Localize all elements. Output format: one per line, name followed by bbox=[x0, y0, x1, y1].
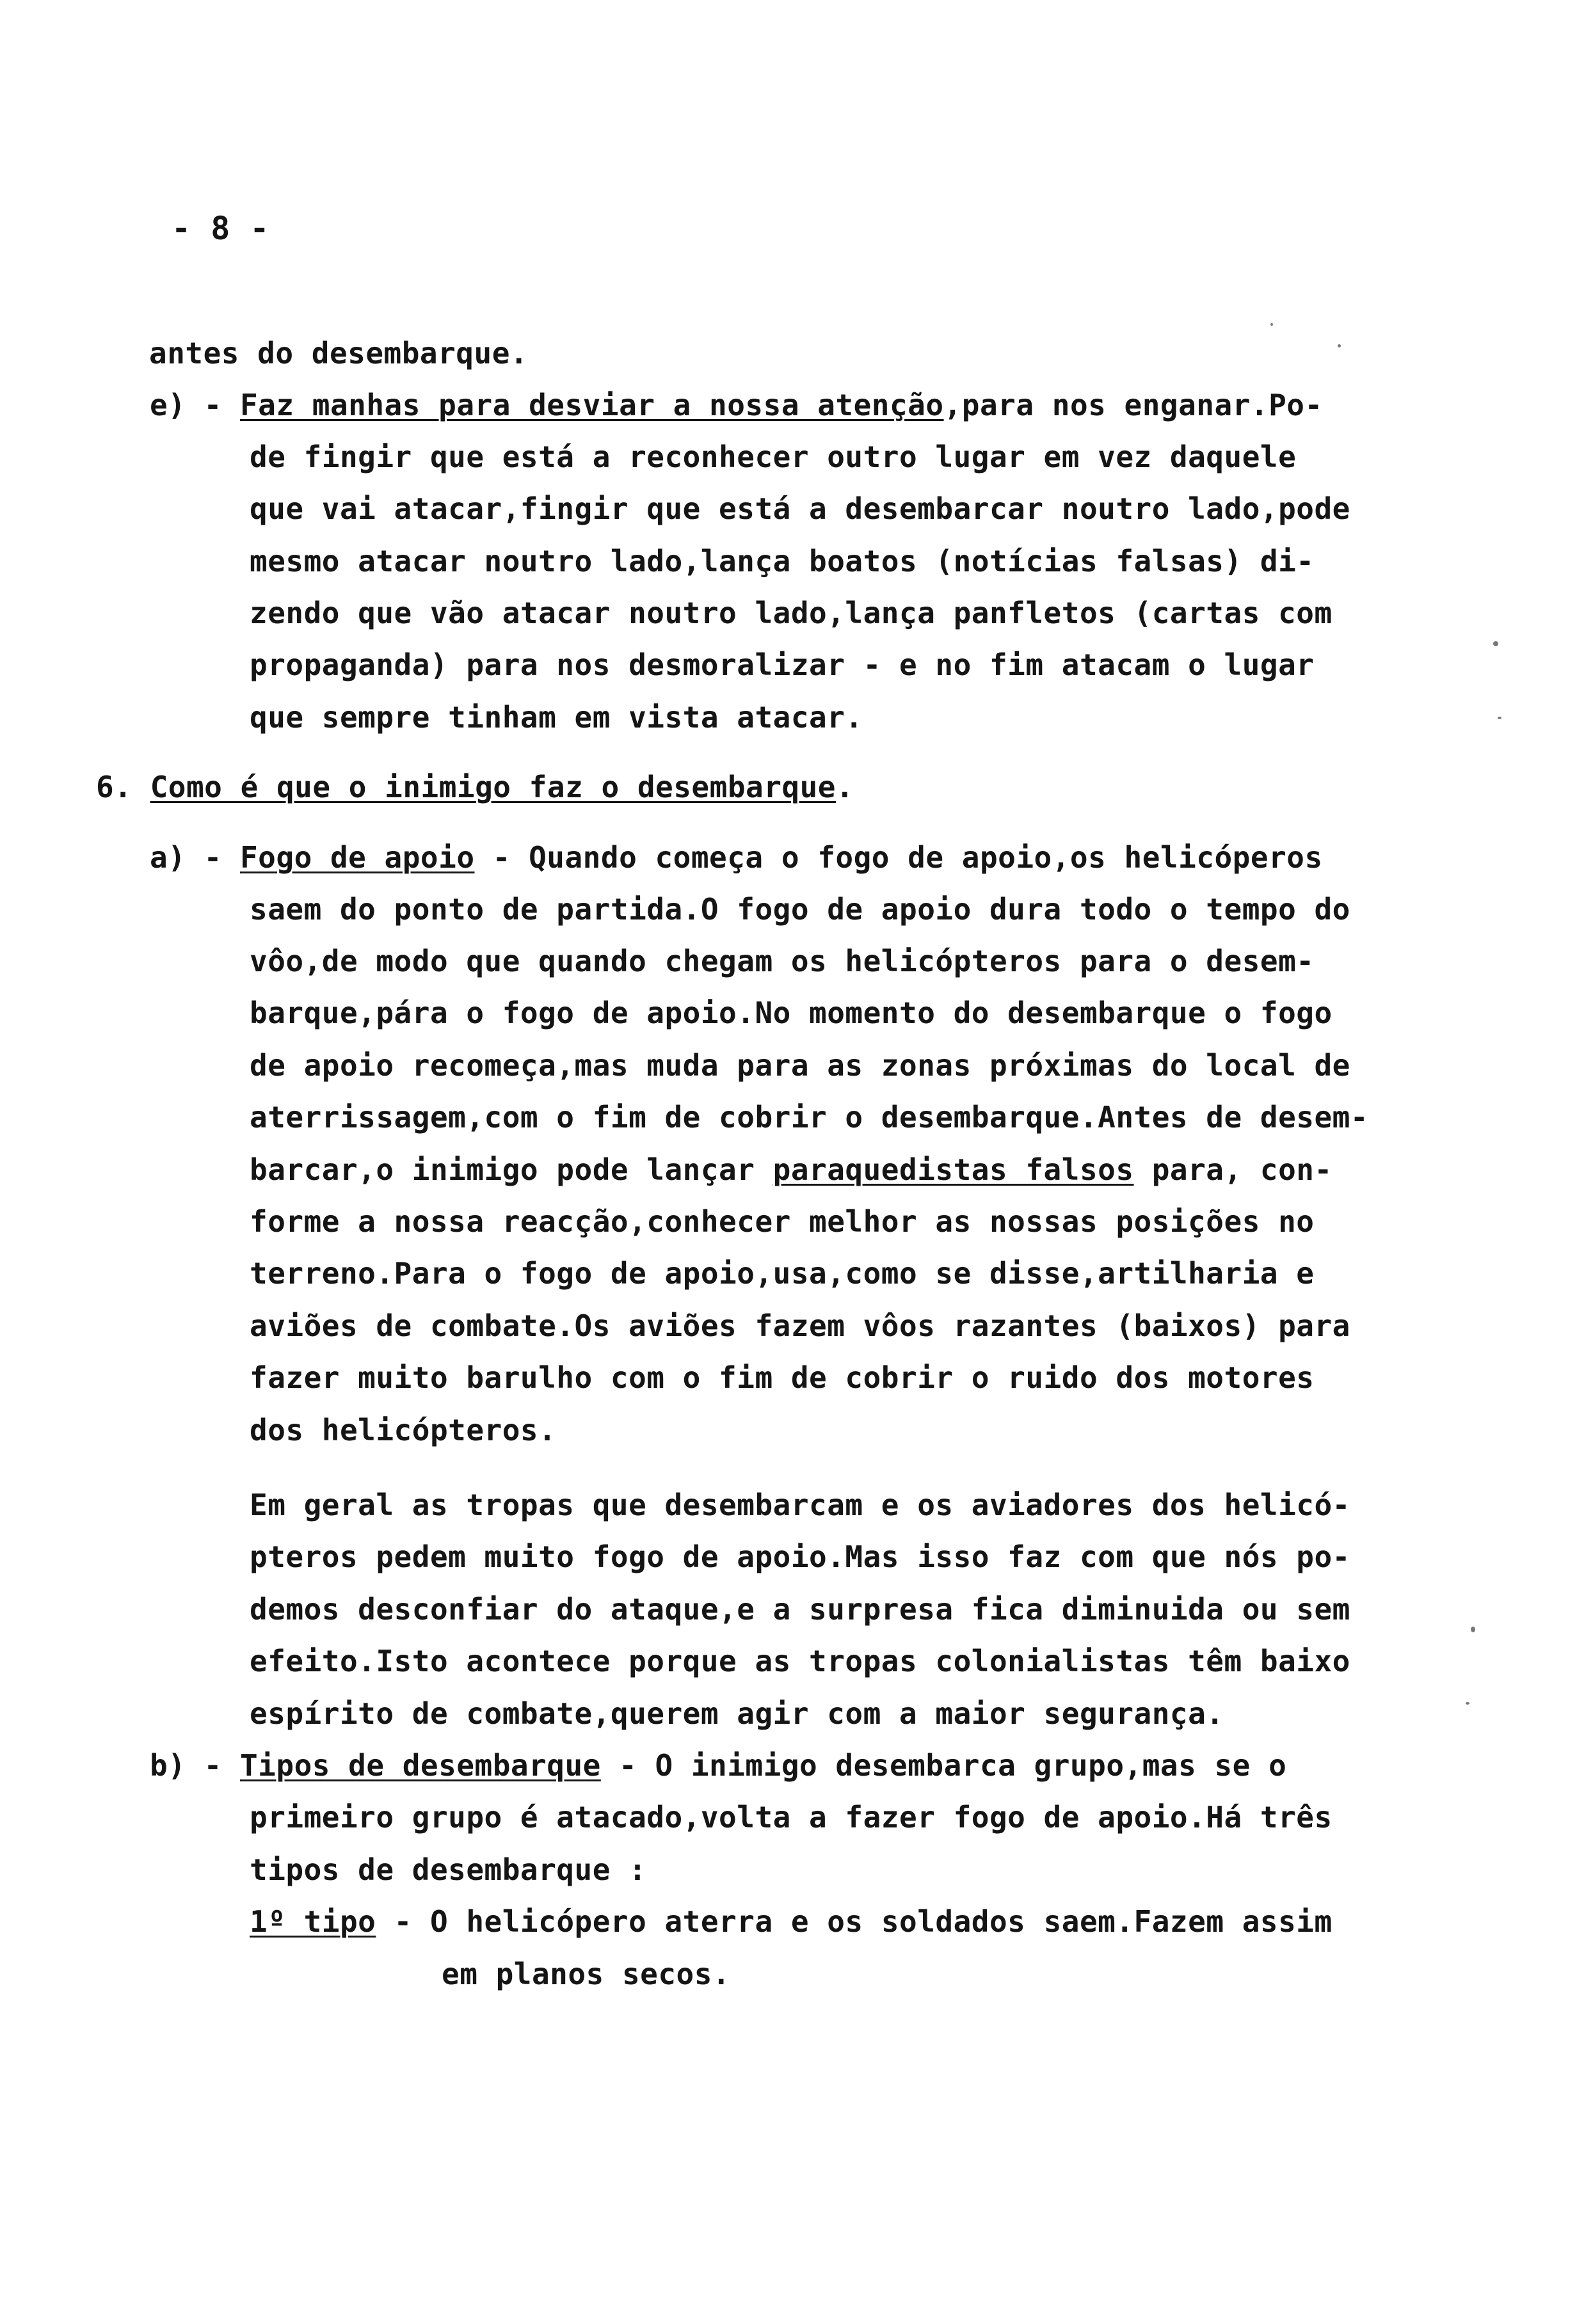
underlined-heading: Faz manhas para desviar a nossa atenção bbox=[239, 388, 944, 422]
text-line: vôo,de modo que quando chegam os helicópteros para o desem- bbox=[250, 944, 1315, 978]
type-1-line bbox=[250, 1904, 1333, 1939]
text-line: tipos de desembarque : bbox=[250, 1852, 647, 1887]
text-fragment: - Quando começa o fogo de apoio,os helicóperos bbox=[474, 840, 1323, 875]
scan-speck bbox=[1493, 641, 1498, 646]
scan-speck bbox=[1338, 344, 1341, 347]
section-number: 6. bbox=[96, 770, 150, 804]
underlined-heading: Como é que o inimigo faz o desembarque bbox=[150, 770, 836, 804]
text-line: propaganda) para nos desmoralizar - e no fim atacam o lugar bbox=[250, 648, 1315, 682]
scan-speck bbox=[1498, 717, 1501, 719]
text-line: saem do ponto de partida.O fogo de apoio dura todo o tempo do bbox=[250, 892, 1350, 927]
text-fragment: para, con- bbox=[1133, 1152, 1333, 1187]
text-line bbox=[250, 1152, 1333, 1187]
item-label: e) - bbox=[150, 388, 240, 422]
item-a-line bbox=[150, 840, 1323, 875]
text-line: aviões de combate.Os aviões fazem vôos razantes (baixos) para bbox=[250, 1309, 1350, 1343]
item-b-line bbox=[150, 1748, 1287, 1783]
underlined-term: paraquedistas falsos bbox=[772, 1152, 1134, 1187]
scan-speck bbox=[1466, 1702, 1469, 1705]
underlined-heading: 1º tipo bbox=[250, 1904, 376, 1939]
text-fragment: . bbox=[835, 770, 854, 804]
text-line: demos desconfiar do ataque,e a surpresa fica diminuida ou sem bbox=[250, 1592, 1350, 1627]
text-line: de apoio recomeça,mas muda para as zonas próximas do local de bbox=[250, 1048, 1350, 1083]
text-line: espírito de combate,querem agir com a maior segurança. bbox=[250, 1696, 1224, 1731]
text-fragment: - O inimigo desembarca grupo,mas se o bbox=[600, 1748, 1287, 1783]
text-fragment: ,para nos enganar.Po- bbox=[943, 388, 1323, 422]
text-line: barque,pára o fogo de apoio.No momento do desembarque o fogo bbox=[250, 996, 1333, 1030]
item-e-line bbox=[150, 390, 1323, 420]
text-line: que vai atacar,fingir que está a desembarcar noutro lado,pode bbox=[250, 491, 1350, 526]
text-line: de fingir que está a reconhecer outro lugar em vez daquele bbox=[250, 440, 1297, 474]
text-line: forme a nossa reacção,conhecer melhor as nossas posições no bbox=[250, 1204, 1315, 1239]
page-number: - 8 - bbox=[172, 210, 270, 247]
text-line: em planos secos. bbox=[442, 1957, 731, 1991]
scan-speck bbox=[1471, 1627, 1475, 1632]
text-fragment: - O helicópero aterra e os soldados saem.Fazem assim bbox=[376, 1904, 1333, 1939]
text-line: fazer muito barulho com o fim de cobrir o ruido dos motores bbox=[250, 1360, 1315, 1395]
text-line: pteros pedem muito fogo de apoio.Mas isso faz com que nós po- bbox=[250, 1540, 1350, 1574]
text-line: efeito.Isto acontece porque as tropas colonialistas têm baixo bbox=[250, 1644, 1350, 1678]
scan-speck bbox=[1270, 323, 1273, 326]
text-line: mesmo atacar noutro lado,lança boatos (notícias falsas) di- bbox=[250, 544, 1315, 578]
text-line: Em geral as tropas que desembarcam e os aviadores dos helicó- bbox=[250, 1488, 1350, 1522]
text-line: dos helicópteros. bbox=[250, 1413, 557, 1447]
underlined-heading: Tipos de desembarque bbox=[239, 1748, 601, 1783]
text-fragment: barcar,o inimigo pode lançar bbox=[250, 1152, 773, 1187]
text-line: primeiro grupo é atacado,volta a fazer fogo de apoio.Há três bbox=[250, 1800, 1333, 1835]
item-label: b) - bbox=[150, 1748, 240, 1783]
text-line: terreno.Para o fogo de apoio,usa,como se disse,artilharia e bbox=[250, 1256, 1315, 1291]
item-label: a) - bbox=[150, 840, 240, 875]
text-line: antes do desembarque. bbox=[149, 336, 529, 370]
text-line: aterrissagem,com o fim de cobrir o desembarque.Antes de desem- bbox=[250, 1100, 1369, 1134]
section-6-heading bbox=[96, 772, 854, 802]
text-line: que sempre tinham em vista atacar. bbox=[250, 700, 863, 735]
underlined-heading: Fogo de apoio bbox=[239, 840, 475, 875]
text-line: zendo que vão atacar noutro lado,lança panfletos (cartas com bbox=[250, 596, 1333, 630]
